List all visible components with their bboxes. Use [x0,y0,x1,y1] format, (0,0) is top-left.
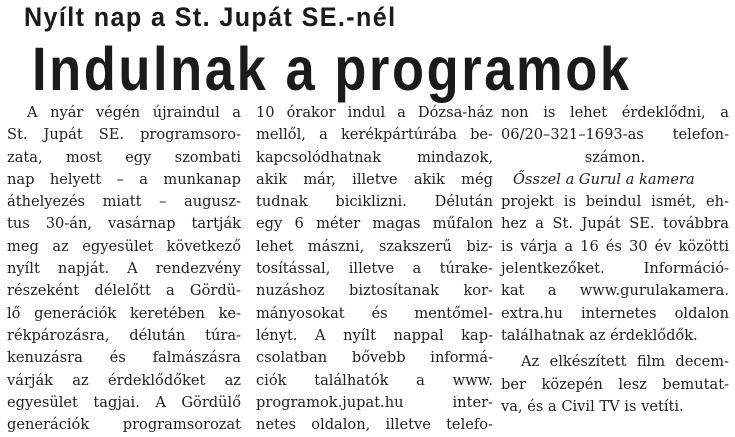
column-2-line: mányosokat és mentőmel- [256,304,493,322]
column-1-line: kenuzásra és falmászásra [7,349,241,367]
column-1-line: St. Jupát SE. programsoro- [7,126,241,144]
article-column-1 [7,102,241,436]
article-column-2 [256,102,493,436]
column-3-line: 06/20–321–1693-as telefon- [501,126,729,144]
column-3-line: va, és a Civil TV is vetíti. [501,397,684,415]
column-2-line: lényt. A nyílt nappal kap- [256,326,493,344]
column-2-line: kapcsolódhatnak mindazok, [256,148,493,166]
column-1-line: lő generációk keretében ke- [7,304,241,322]
column-3-line: non is lehet érdeklődni, a [501,104,729,121]
column-1-line: generációk programsorozat [7,416,241,434]
article-headline: Indulnak a programok [32,35,632,103]
column-2-line: csolatban bővebb informá- [256,349,493,367]
column-2-line: nuzáshoz biztosítanak kor- [256,282,493,300]
column-3-line: projekt is beindul ismét, eh- [501,193,729,211]
column-1-line: nyílt napját. A rendezvény [7,260,241,278]
column-1-line: meg az egyesület következő [7,237,241,255]
column-2-line: lehet mászni, szakszerű biz- [256,237,493,255]
column-2-line: programok.jupat.hu inter- [256,393,493,411]
column-3-line: hez a St. Jupát SE. továbbra [501,215,729,233]
column-3-line: jelentkezőket. Információ- [501,260,729,278]
column-2-line: egy 6 méter magas műfalon [256,215,493,233]
column-3-line: extra.hu internetes oldalon [501,304,729,322]
column-2-line: tosítással, illetve a túrake- [256,260,493,278]
column-3-line: ber közepén lesz bemutat- [501,375,729,393]
column-1-line: áthelyezés miatt – augusz- [7,193,241,211]
column-3-line: is várja a 16 és 30 év közötti [501,237,729,255]
column-3-line: kat a www.gurulakamera. [501,282,729,300]
column-1-line: várják az érdeklődőket az [7,371,241,389]
column-1-line: zata, most egy szombati [7,148,241,166]
column-1-line: A nyár végén újraindul a [27,104,241,121]
column-2-line: netes oldalon, illetve telefo- [256,416,493,434]
column-1-line: tus 30-án, vasárnap tartják [7,215,241,233]
column-1-line: részeként délelőtt a Gördü- [7,282,241,300]
column-3-line: számon. [584,148,646,166]
column-1-line: nap helyett – a munkanap [7,170,241,188]
project-title: Ősszel a Gurul a kamera [513,170,695,188]
column-2-line: tudnak biciklizni. Délután [256,193,493,211]
column-2-line: akik már, illetve akik még [256,170,493,188]
column-2-line: 10 órakor indul a Dózsa-ház [256,104,493,121]
column-3-line: találhatnak az érdeklődők. [501,326,698,344]
column-2-line: ciók találhatók a www. [256,371,493,389]
column-1-line: rékpározásra, délután túra- [7,326,241,344]
column-3-subtitle-line [501,169,729,191]
article-column-3 [501,102,729,418]
column-3-line: Az elkészített film decem- [521,353,729,371]
column-2-line: mellől, a kerékpártúrába be- [256,126,493,144]
column-1-line: egyesület tagjai. A Gördülő [7,393,241,411]
article-kicker: Nyílt nap a St. Jupát SE.-nél [24,2,397,32]
